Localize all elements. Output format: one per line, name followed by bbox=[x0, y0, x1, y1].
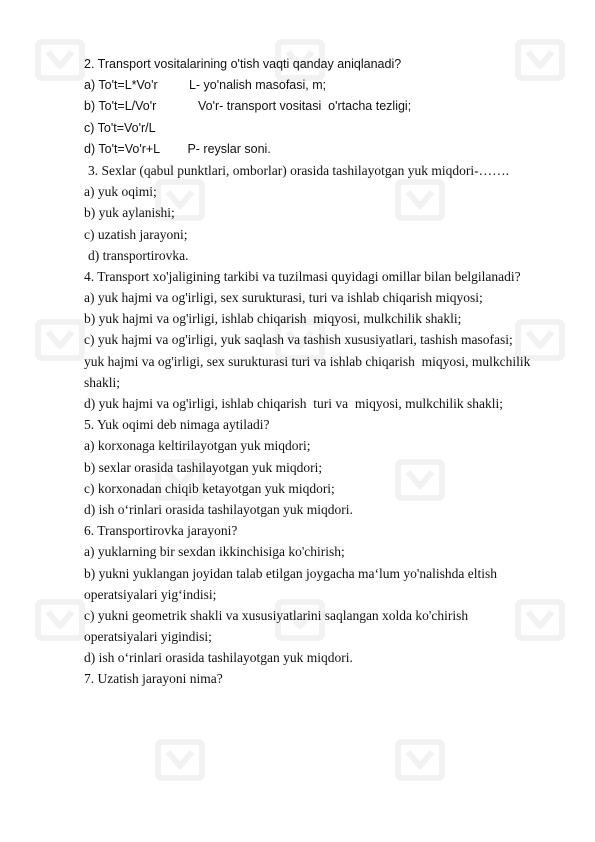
question-4-option-b: b) yuk hajmi va og'irligi, ishlab chiqarish miqyosi, mulkchilik shakli; bbox=[84, 311, 462, 327]
question-2-option-a: a) To't=L*Vo'r L- yo'nalish masofasi, m; bbox=[84, 78, 327, 93]
question-7-heading: 7. Uzatish jarayoni nima? bbox=[84, 671, 223, 687]
question-4-extra-line: yuk hajmi va og'irligi, sex surukturasi turi va ishlab chiqarish miqyosi, mulkchilik bbox=[84, 353, 531, 369]
question-6-option-b: b) yukni yuklangan joyidan talab etilgan joygacha ma‘lum yo'nalishda eltish bbox=[84, 565, 497, 581]
question-3-option-a: a) yuk oqimi; bbox=[84, 184, 157, 200]
question-3-heading: 3. Sexlar (qabul punktlari, omborlar) orasida tashilayotgan yuk miqdori-……. bbox=[88, 162, 510, 178]
question-6-option-c: c) yukni geometrik shakli va xususiyatlarini saqlangan xolda ko'chirish bbox=[84, 607, 469, 623]
question-2-option-b: b) To't=L/Vo'r Vo'r- transport vositasi o'rtacha tezligi; bbox=[84, 99, 412, 114]
question-3-option-d: d) transportirovka. bbox=[88, 247, 189, 263]
question-5-option-d: d) ish o‘rinlari orasida tashilayotgan yuk miqdori. bbox=[84, 501, 353, 517]
question-6-option-a: a) yuklarning bir sexdan ikkinchisiga ko'chirish; bbox=[84, 544, 345, 560]
question-6-option-b-cont: operatsiyalari yig‘indisi; bbox=[84, 586, 217, 602]
question-6-option-d: d) ish o‘rinlari orasida tashilayotgan yuk miqdori. bbox=[84, 650, 353, 666]
question-5-option-c: c) korxonadan chiqib ketayotgan yuk miqdori; bbox=[84, 480, 335, 496]
question-5-option-a: a) korxonaga keltirilayotgan yuk miqdori; bbox=[84, 438, 311, 454]
question-5-heading: 5. Yuk oqimi deb nimaga aytiladi? bbox=[84, 417, 270, 433]
question-4-option-d: d) yuk hajmi va og'irligi, ishlab chiqarish turi va miqyosi, mulkchilik shakli; bbox=[84, 396, 504, 411]
question-4-heading: 4. Transport xo'jaligining tarkibi va tuzilmasi quyidagi omillar bilan belgilanadi? bbox=[84, 268, 521, 284]
question-2-heading: 2. Transport vositalarining o'tish vaqti qanday aniqlanadi? bbox=[84, 57, 402, 71]
question-3-option-b: b) yuk aylanishi; bbox=[84, 205, 175, 221]
question-6-heading: 6. Transportirovka jarayoni? bbox=[84, 523, 238, 539]
question-5-option-b: b) sexlar orasida tashilayotgan yuk miqdori; bbox=[84, 459, 323, 475]
document-body bbox=[84, 54, 554, 690]
question-2-option-c: c) To't=Vo'r/L bbox=[84, 120, 156, 135]
question-6-option-c-cont: operatsiyalari yigindisi; bbox=[84, 629, 212, 645]
question-4-extra-line-cont: shakli; bbox=[84, 374, 120, 390]
question-3-option-c: c) uzatish jarayoni; bbox=[84, 226, 188, 242]
question-2-option-d: d) To't=Vo'r+L P- reyslar soni. bbox=[84, 141, 271, 156]
question-4-option-a: a) yuk hajmi va og'irligi, sex surukturasi, turi va ishlab chiqarish miqyosi; bbox=[84, 290, 483, 306]
question-4-option-c: c) yuk hajmi va og'irligi, yuk saqlash va tashish xususiyatlari, tashish masofasi; bbox=[84, 332, 513, 348]
